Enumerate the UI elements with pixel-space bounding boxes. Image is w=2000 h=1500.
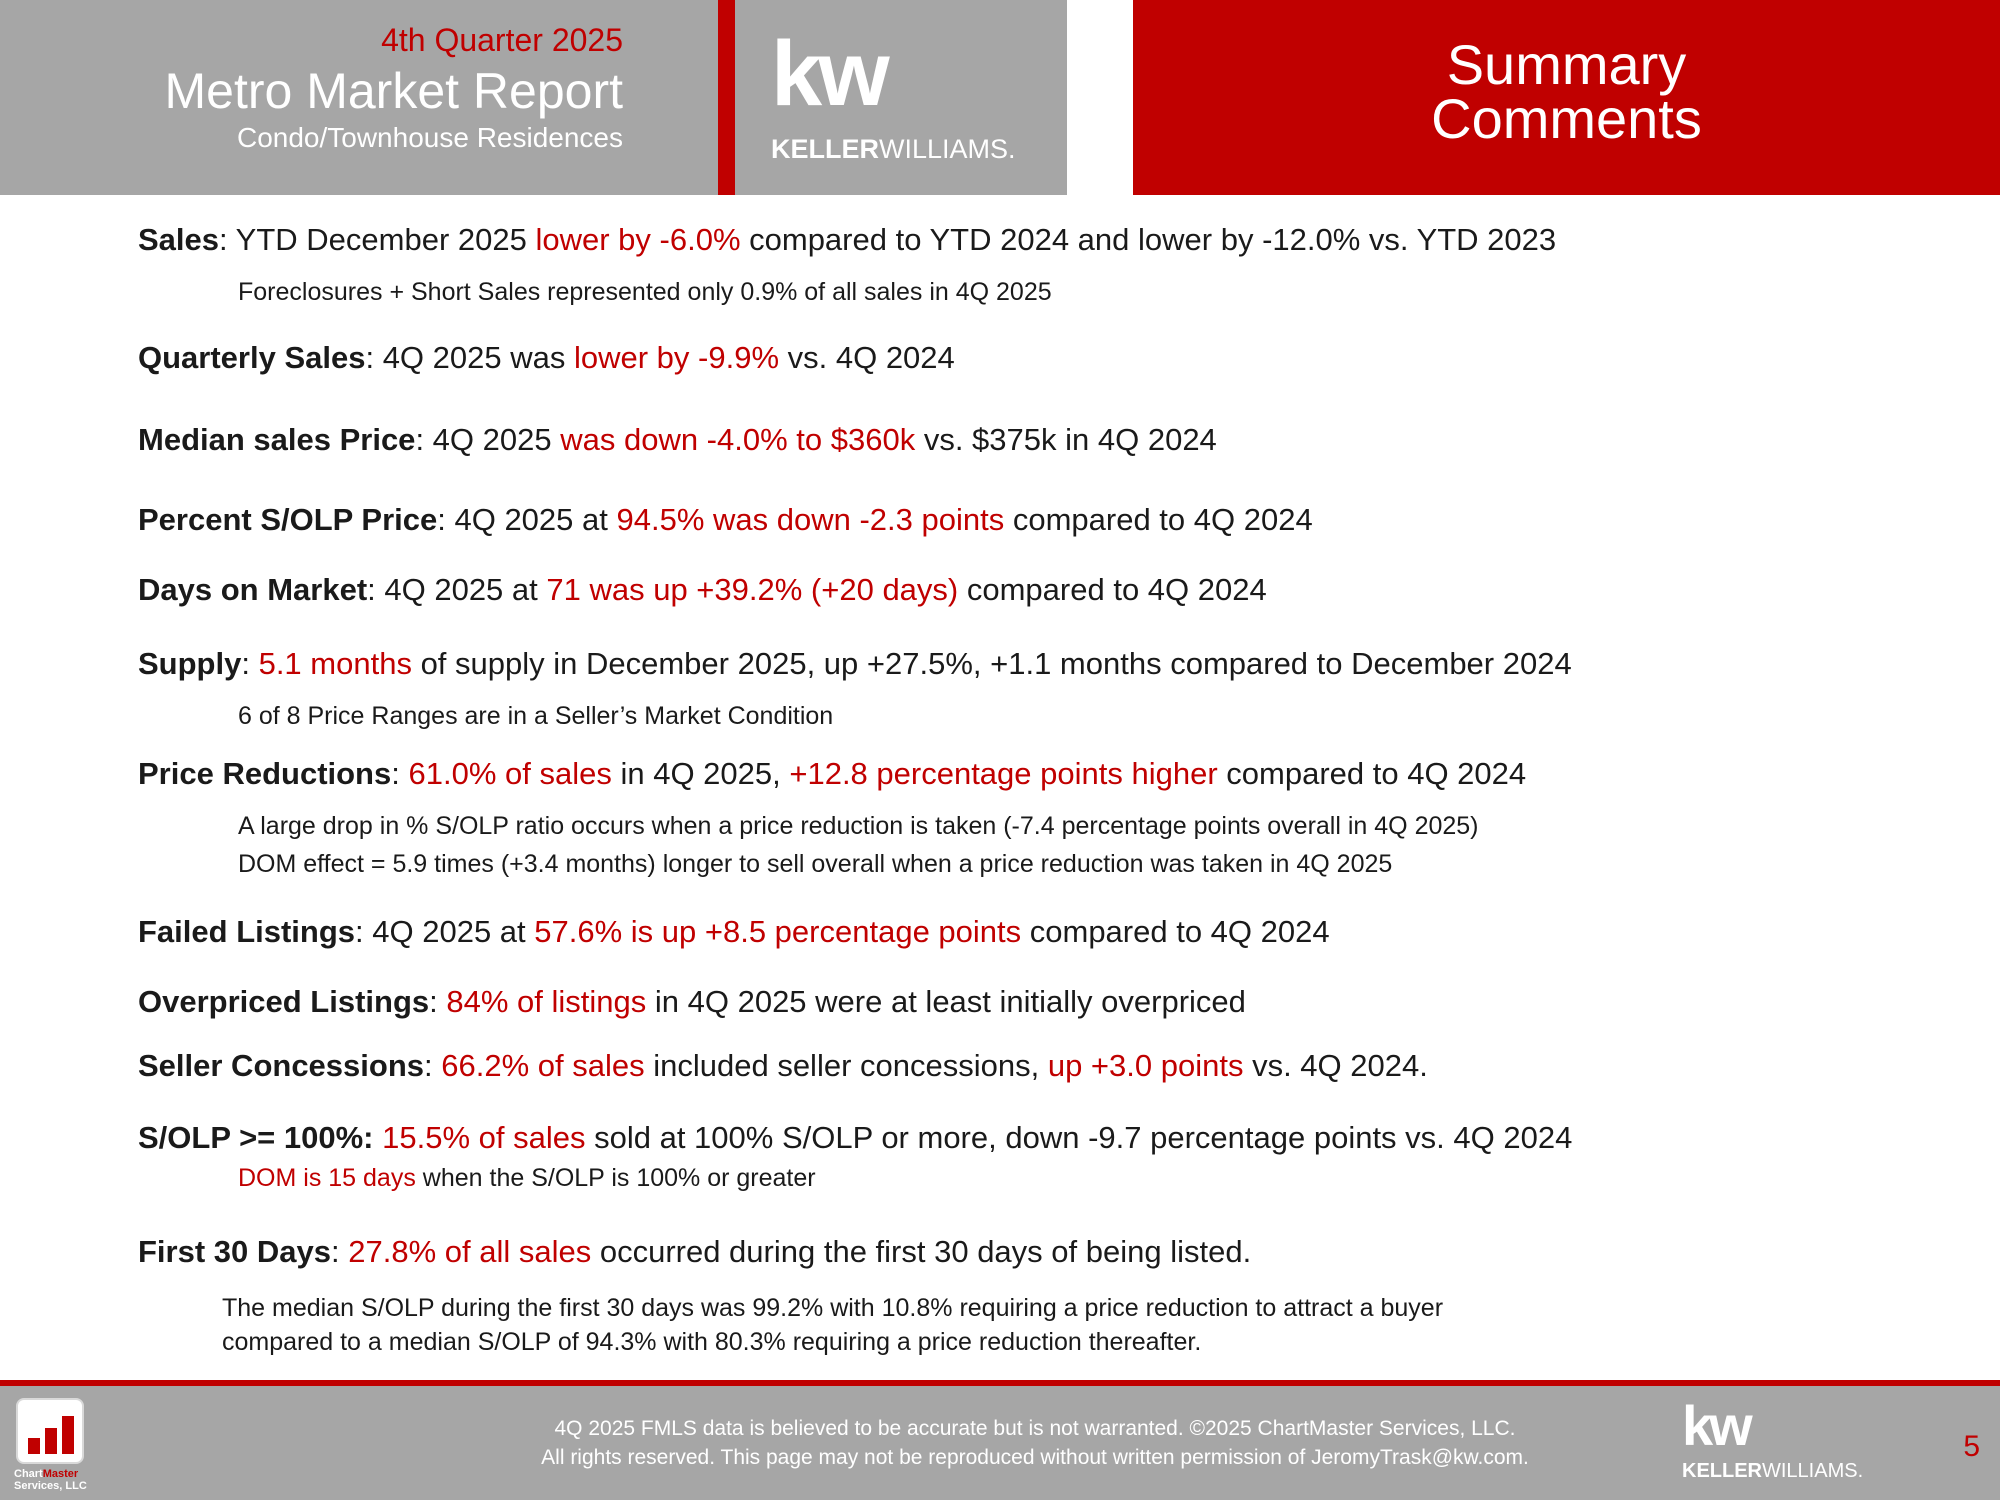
header-divider xyxy=(718,0,735,195)
footer-keller-williams-logo: kw KELLERWILLIAMS. xyxy=(1682,1394,1864,1482)
days-on-market-comment: Days on Market: 4Q 2025 at 71 was up +39.2% (+20 days) compared to 4Q 2024 xyxy=(138,572,1267,607)
summary-heading: Summary Comments xyxy=(1431,33,1702,150)
price-reductions-note-2: DOM effect = 5.9 times (+3.4 months) longer to sell overall when a price reduction was taken in 4Q 2025 xyxy=(238,850,1393,878)
first-30-days-note-2: compared to a median S/OLP of 94.3% with 80.3% requiring a price reduction thereafter. xyxy=(222,1328,1202,1356)
solp-100-note: DOM is 15 days when the S/OLP is 100% or greater xyxy=(238,1164,816,1192)
page-number: 5 xyxy=(1963,1430,1980,1463)
supply-note: 6 of 8 Price Ranges are in a Seller’s Market Condition xyxy=(238,702,834,730)
report-quarter: 4th Quarter 2025 xyxy=(381,22,623,58)
quarterly-sales-comment: Quarterly Sales: 4Q 2025 was lower by -9.9% vs. 4Q 2024 xyxy=(138,340,955,375)
header-title-panel xyxy=(0,0,718,195)
chartmaster-logo-icon xyxy=(16,1398,84,1464)
overpriced-listings-comment: Overpriced Listings: 84% of listings in 4Q 2025 were at least initially overpriced xyxy=(138,984,1246,1019)
kw-logo-wordmark: KELLERWILLIAMS. xyxy=(771,134,1016,164)
keller-williams-logo xyxy=(735,0,1067,195)
report-title: Metro Market Report xyxy=(164,63,623,119)
first-30-days-comment: First 30 Days: 27.8% of all sales occurred during the first 30 days of being listed. xyxy=(138,1234,1252,1269)
price-reductions-note-1: A large drop in % S/OLP ratio occurs when a price reduction is taken (-7.4 percentage points overall in 4Q 2025) xyxy=(238,812,1479,840)
footer xyxy=(0,1386,2000,1500)
price-reductions-comment: Price Reductions: 61.0% of sales in 4Q 2025, +12.8 percentage points higher compared to 4Q 2024 xyxy=(138,756,1527,791)
report-subtitle: Condo/Townhouse Residences xyxy=(236,122,623,153)
summary-banner xyxy=(1133,0,2000,195)
supply-comment: Supply: 5.1 months of supply in December 2025, up +27.5%, +1.1 months compared to December 2024 xyxy=(138,646,1572,681)
first-30-days-note-1: The median S/OLP during the first 30 days was 99.2% with 10.8% requiring a price reduction to attract a buyer xyxy=(222,1294,1444,1322)
sales-comment: Sales: YTD December 2025 lower by -6.0% compared to YTD 2024 and lower by -12.0% vs. YTD 2023 xyxy=(138,222,1557,257)
footer-disclaimer: 4Q 2025 FMLS data is believed to be accurate but is not warranted. ©2025 ChartMaster Services, LLC. All rights reserved. This page may not be reproduced without written permission of JeromyTrask@kw.com. xyxy=(541,1417,1529,1469)
chartmaster-logo-text: ChartMaster Services, LLC xyxy=(14,1468,87,1492)
kw-logo-mark: kw xyxy=(771,23,886,125)
solp-price-comment: Percent S/OLP Price: 4Q 2025 at 94.5% was down -2.3 points compared to 4Q 2024 xyxy=(138,502,1313,537)
sales-note: Foreclosures + Short Sales represented only 0.9% of all sales in 4Q 2025 xyxy=(238,278,1052,306)
solp-100-comment: S/OLP >= 100%: 15.5% of sales sold at 100% S/OLP or more, down -9.7 percentage points vs. 4Q 2024 xyxy=(138,1120,1573,1155)
median-price-comment: Median sales Price: 4Q 2025 was down -4.0% to $360k vs. $375k in 4Q 2024 xyxy=(138,422,1217,457)
seller-concessions-comment: Seller Concessions: 66.2% of sales included seller concessions, up +3.0 points vs. 4Q 2024. xyxy=(138,1048,1428,1083)
failed-listings-comment: Failed Listings: 4Q 2025 at 57.6% is up +8.5 percentage points compared to 4Q 2024 xyxy=(138,914,1330,949)
